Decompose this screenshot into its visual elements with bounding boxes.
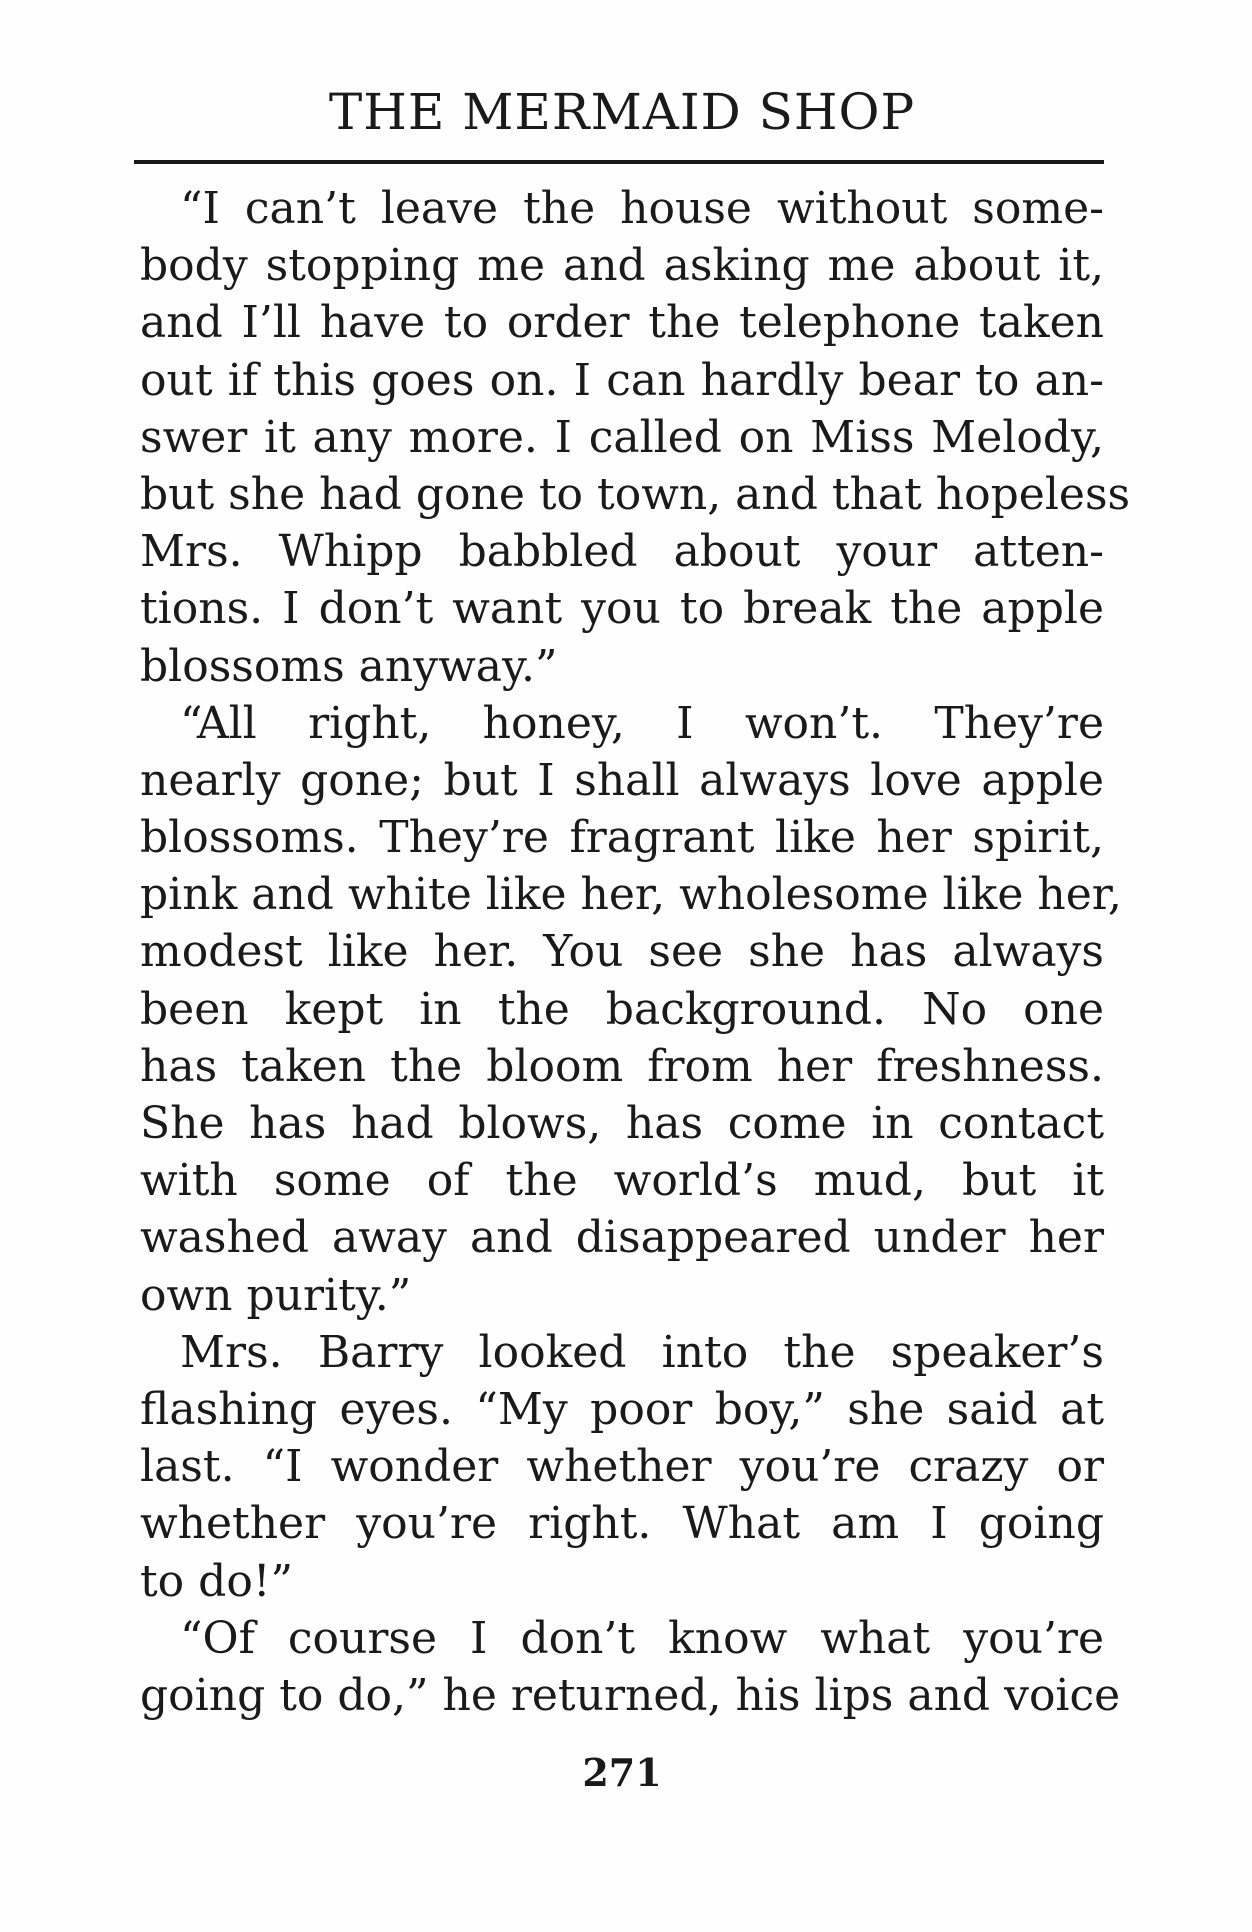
text-line: with some of the world’s mud, but it <box>140 1155 1104 1207</box>
text-line: Mrs. Whipp babbled about your atten- <box>140 526 1104 578</box>
body-text <box>140 180 1131 1724</box>
text-line: going to do,” he returned, his lips and voice <box>140 1669 1121 1721</box>
text-line: pink and white like her, wholesome like her, <box>140 869 1122 921</box>
text-line: to do!” <box>140 1555 293 1607</box>
text-line: washed away and disappeared under her <box>140 1212 1104 1264</box>
header-rule <box>134 160 1104 164</box>
text-line: last. “I wonder whether you’re crazy or <box>140 1441 1104 1493</box>
text-line: has taken the bloom from her freshness. <box>140 1040 1104 1092</box>
text-line: own purity.” <box>140 1269 412 1321</box>
text-line: body stopping me and asking me about it, <box>140 240 1104 292</box>
running-head: THE MERMAID SHOP <box>328 83 916 141</box>
text-line: and I’ll have to order the telephone taken <box>140 297 1104 349</box>
text-line: “I can’t leave the house without some- <box>180 183 1104 234</box>
page-number: 271 <box>582 1750 662 1795</box>
text-line: flashing eyes. “My poor boy,” she said at <box>140 1383 1104 1435</box>
text-line: She has had blows, has come in contact <box>140 1098 1104 1149</box>
text-line: out if this goes on. I can hardly bear to an- <box>140 354 1104 406</box>
text-line: swer it any more. I called on Miss Melody, <box>140 411 1104 463</box>
text-line: been kept in the background. No one <box>140 983 1104 1035</box>
text-line: nearly gone; but I shall always love apple <box>140 754 1104 806</box>
text-line: blossoms. They’re fragrant like her spirit, <box>140 812 1104 864</box>
text-line: “Of course I don’t know what you’re <box>180 1612 1104 1664</box>
text-line: whether you’re right. What am I going <box>140 1498 1104 1550</box>
text-line: but she had gone to town, and that hopeless <box>140 468 1131 520</box>
text-line: Mrs. Barry looked into the speaker’s <box>180 1326 1104 1378</box>
text-line: tions. I don’t want you to break the apple <box>140 583 1104 635</box>
text-line: “All right, honey, I won’t. They’re <box>180 697 1104 749</box>
text-line: modest like her. You see she has always <box>140 926 1104 978</box>
text-line: blossoms anyway.” <box>140 640 558 692</box>
